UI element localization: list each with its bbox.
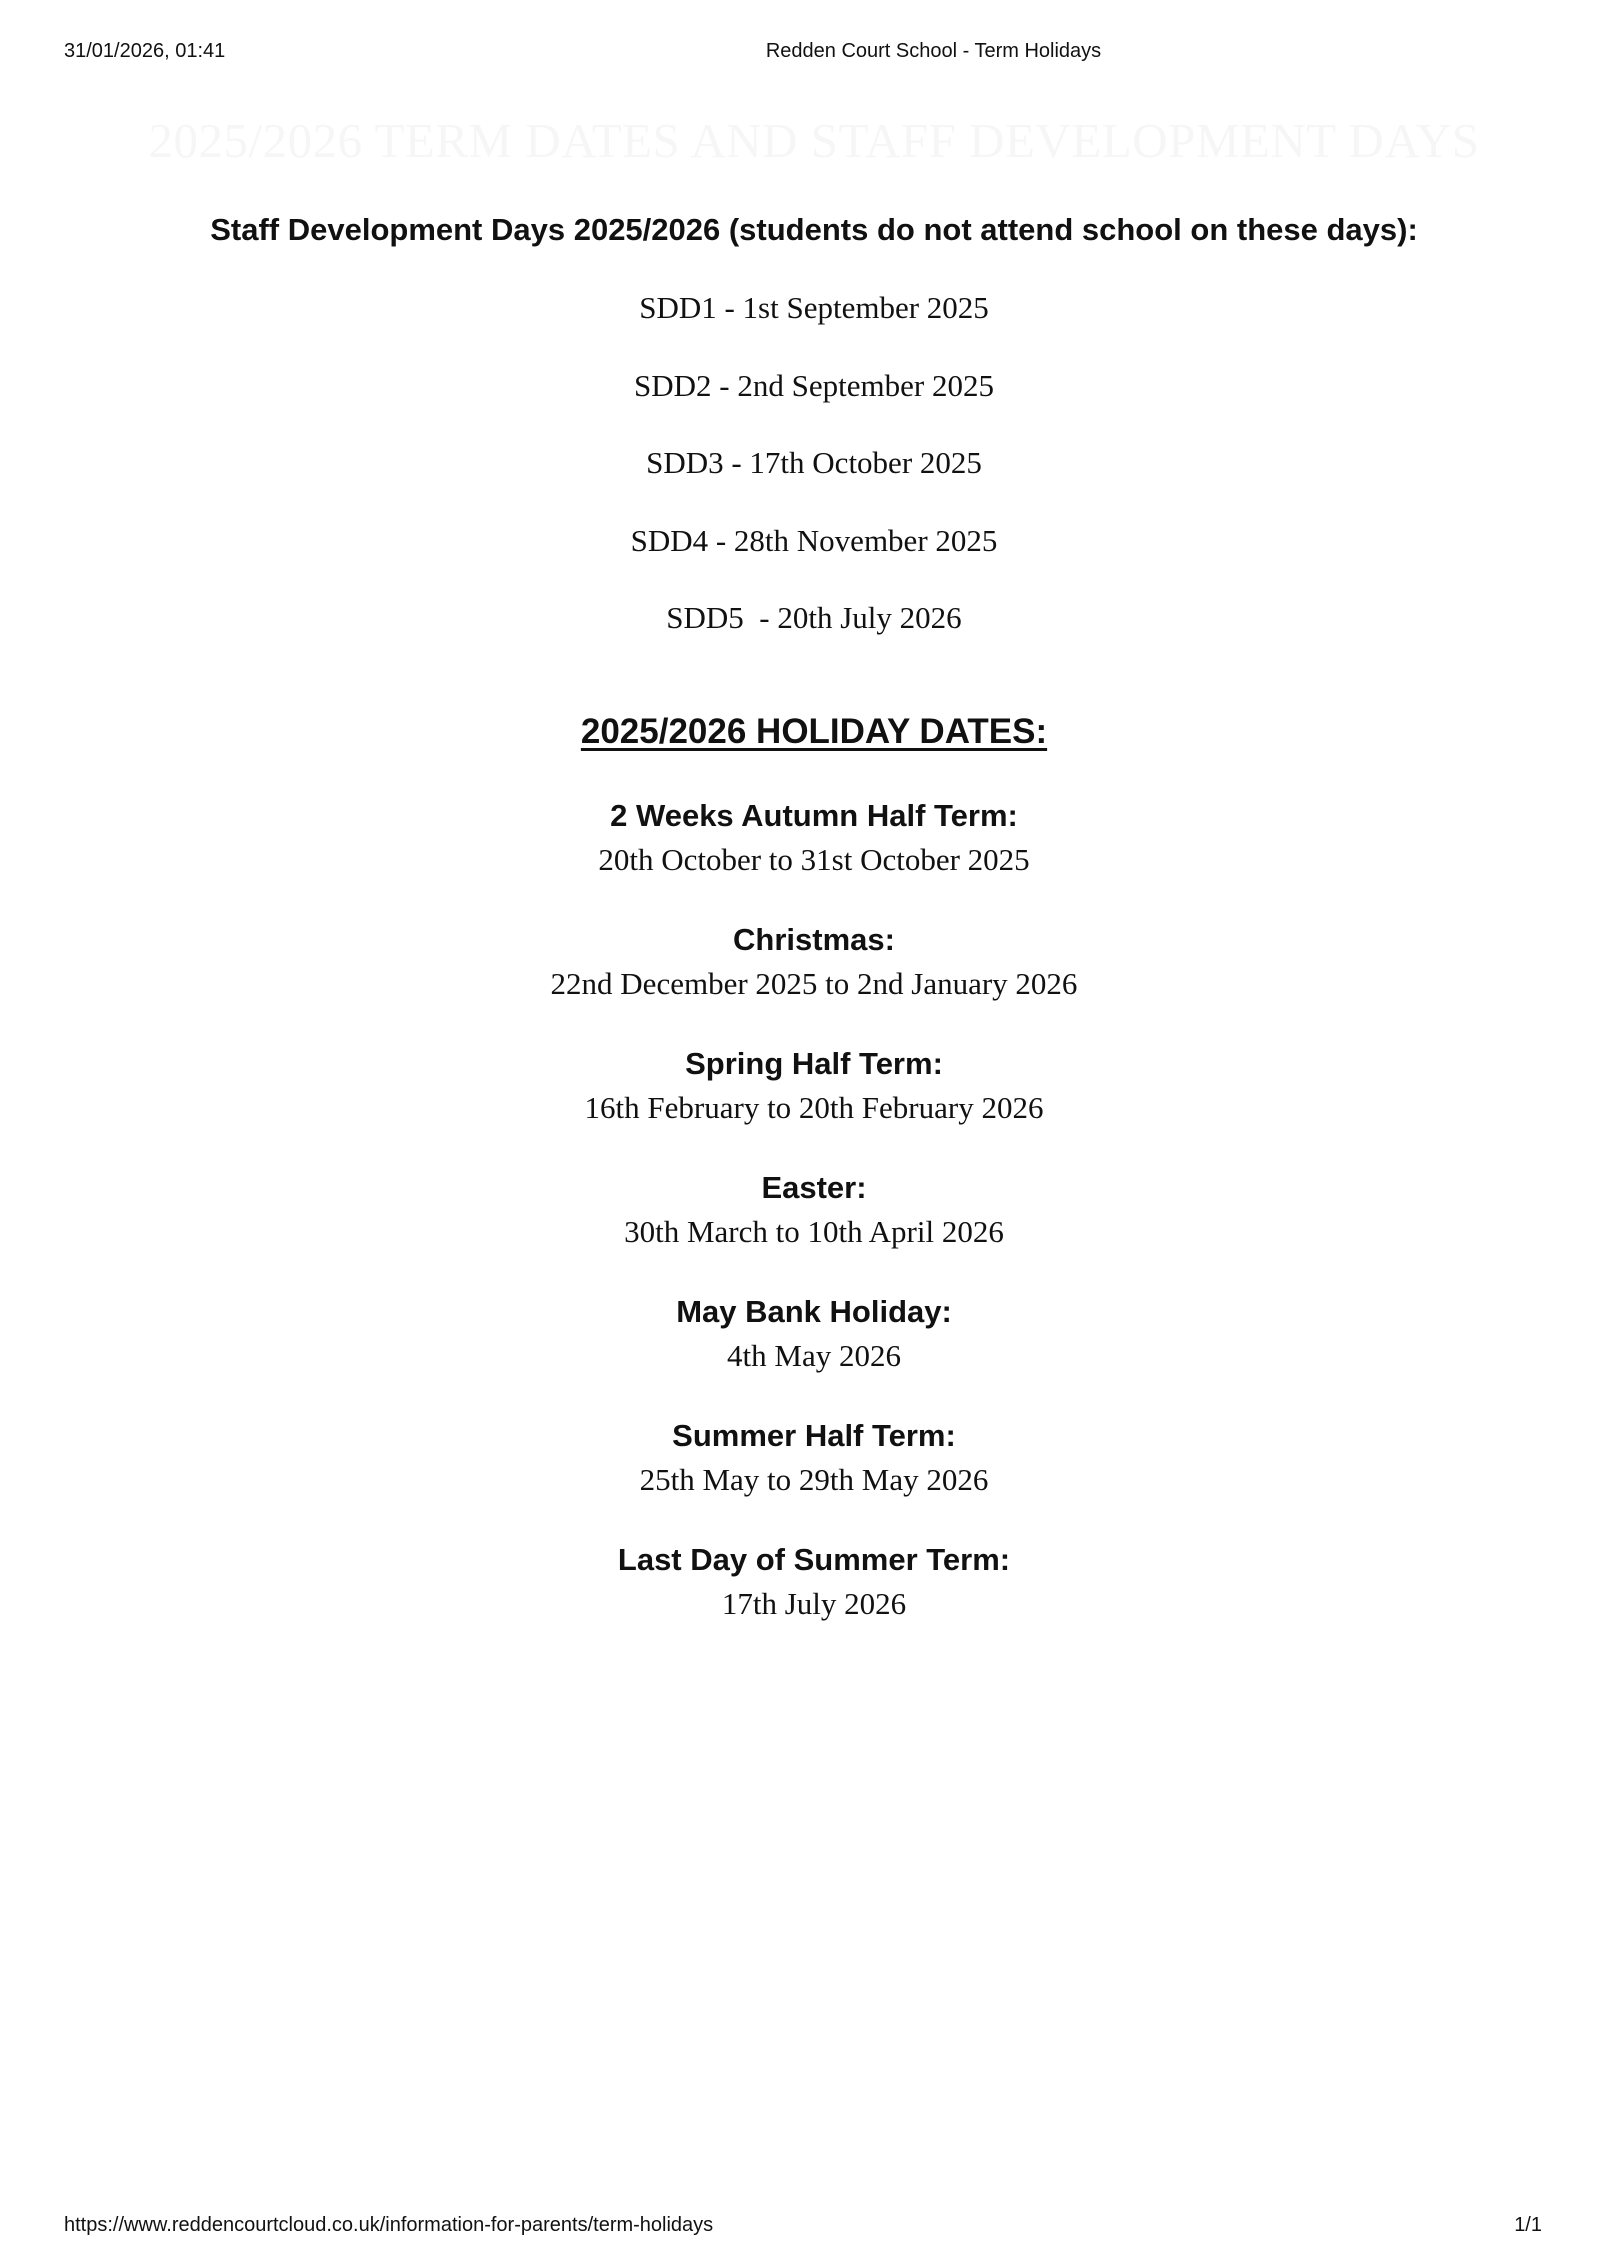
holiday-item <box>0 1292 1600 1416</box>
holiday-item <box>0 920 1600 1044</box>
holiday-item <box>0 796 1600 920</box>
sdd-item: SDD4 - 28th November 2025 <box>630 522 998 558</box>
holiday-name: Christmas: <box>733 922 895 957</box>
holiday-dates-heading: 2025/2026 HOLIDAY DATES: <box>580 712 1048 751</box>
holiday-dates: 22nd December 2025 to 2nd January 2026 <box>550 966 1078 1001</box>
holiday-item <box>0 1168 1600 1292</box>
print-footer <box>0 2214 1600 2242</box>
sdd-item: SDD5 - 20th July 2026 <box>666 600 962 635</box>
staff-development-days-heading: Staff Development Days 2025/2026 (students do not attend school on these days): <box>210 212 1418 247</box>
sdd-item: SDD2 - 2nd September 2025 <box>634 367 994 403</box>
holiday-name: Summer Half Term: <box>672 1418 956 1453</box>
holiday-name: May Bank Holiday: <box>676 1294 952 1329</box>
holiday-item <box>0 1540 1600 1664</box>
print-page-title: Redden Court School - Term Holidays <box>765 40 1102 62</box>
holiday-dates: 30th March to 10th April 2026 <box>624 1214 1004 1249</box>
holiday-name: Spring Half Term: <box>685 1046 943 1081</box>
staff-development-days-list <box>0 288 1600 676</box>
print-url: https://www.reddencourtcloud.co.uk/information-for-parents/term-holidays <box>64 2214 714 2236</box>
holiday-item <box>0 1044 1600 1168</box>
page-title: 2025/2026 TERM DATES AND STAFF DEVELOPMENT DAYS <box>148 113 1480 168</box>
sdd-item: SDD1 - 1st September 2025 <box>639 290 989 325</box>
print-datetime: 31/01/2026, 01:41 <box>64 40 226 62</box>
holiday-dates: 16th February to 20th February 2026 <box>584 1090 1044 1125</box>
holiday-dates: 20th October to 31st October 2025 <box>598 842 1030 877</box>
print-header <box>0 40 1600 68</box>
holiday-name: Last Day of Summer Term: <box>617 1542 1011 1577</box>
holiday-dates: 17th July 2026 <box>721 1586 907 1621</box>
holiday-dates: 25th May to 29th May 2026 <box>639 1462 989 1497</box>
print-page-number: 1/1 <box>1514 2214 1542 2236</box>
holiday-name: 2 Weeks Autumn Half Term: <box>610 798 1018 833</box>
holiday-item <box>0 1416 1600 1540</box>
holiday-list <box>0 796 1600 1664</box>
holiday-name: Easter: <box>761 1170 867 1205</box>
holiday-dates: 4th May 2026 <box>727 1338 901 1373</box>
sdd-item: SDD3 - 17th October 2025 <box>646 445 982 480</box>
